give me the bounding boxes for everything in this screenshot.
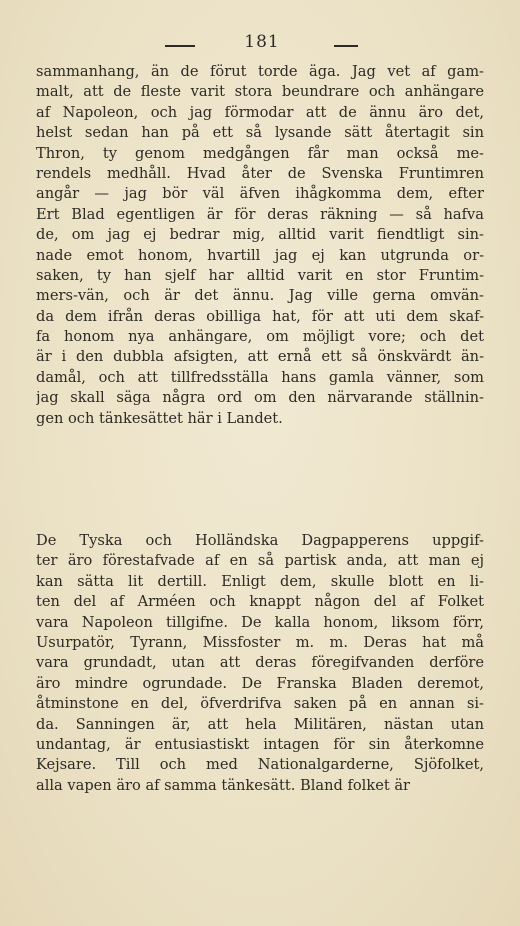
text-line: alla vapen äro af samma tänkesätt. Bland folket är	[36, 776, 411, 794]
text-line: malt, att de fleste varit stora beundrare och anhängare	[36, 83, 484, 101]
text-line: ten del af Arméen och knappt någon del af Folket	[36, 593, 484, 611]
text-line: da dem ifrån deras obilliga hat, för att uti dem skaf-	[36, 307, 484, 325]
text-line: sammanhang, än de förut torde äga. Jag vet af gam-	[36, 63, 484, 80]
text-line: Usurpatör, Tyrann, Missfoster m. m. Deras hat må	[36, 633, 484, 651]
paragraph-2	[36, 531, 484, 796]
text-line: Thron, ty genom medgången får man också me-	[36, 144, 484, 162]
text-line: mers-vän, och är det ännu. Jag ville gerna omvän-	[36, 287, 484, 305]
text-line: Kejsare. Till och med Nationalgarderne, Sjöfolket,	[36, 756, 484, 774]
text-line: åtminstone en del, öfverdrifva saken på en annan si-	[36, 695, 484, 713]
text-line: De Tyska och Holländska Dagpapperens uppgif-	[36, 532, 484, 549]
text-line: damål, och att tillfredsställa hans gamla vänner, som	[36, 368, 484, 386]
text-line: vara Napoleon tillgifne. De kalla honom, liksom förr,	[36, 613, 484, 631]
text-line: saken, ty han sjelf har alltid varit en stor Fruntim-	[36, 266, 484, 284]
text-line: kan sätta lit dertill. Enligt dem, skulle blott en li-	[36, 572, 484, 590]
page-number: 181	[244, 32, 280, 52]
paragraph-1	[36, 62, 484, 429]
text-line: gen och tänkesättet här i Landet.	[36, 409, 283, 427]
text-line: äro mindre ogrundade. De Franska Bladen deremot,	[36, 674, 484, 692]
text-line: af Napoleon, och jag förmodar att de ännu äro det,	[36, 103, 484, 121]
header-dash-left	[165, 45, 195, 47]
text-line: är i den dubbla afsigten, att ernå ett så önskvärdt än-	[36, 348, 484, 366]
text-line: jag skall säga några ord om den närvarande ställnin-	[36, 389, 484, 407]
text-line: ter äro förestafvade af en så partisk anda, att man ej	[36, 552, 484, 570]
header-dash-right	[334, 45, 358, 47]
text-line: de, om jag ej bedrar mig, alltid varit fiendtligt sin-	[36, 226, 484, 244]
text-line: helst sedan han på ett så lysande sätt återtagit sin	[36, 124, 484, 142]
text-line: nade emot honom, hvartill jag ej kan utgrunda or-	[36, 246, 484, 264]
text-line: rendels medhåll. Hvad åter de Svenska Fruntimren	[36, 164, 484, 182]
page-header	[0, 30, 520, 60]
text-line: vara grundadt, utan att deras föregifvanden derföre	[36, 654, 484, 672]
text-line: angår — jag bör väl äfven ihågkomma dem, efter	[36, 185, 484, 203]
text-line: Ert Blad egentligen är för deras räkning — så hafva	[36, 205, 484, 223]
text-line: fa honom nya anhängare, om möjligt vore; och det	[36, 328, 484, 346]
text-line: undantag, är entusiastiskt intagen för sin återkomne	[36, 735, 484, 753]
text-line: da. Sanningen är, att hela Militären, nästan utan	[36, 715, 484, 733]
